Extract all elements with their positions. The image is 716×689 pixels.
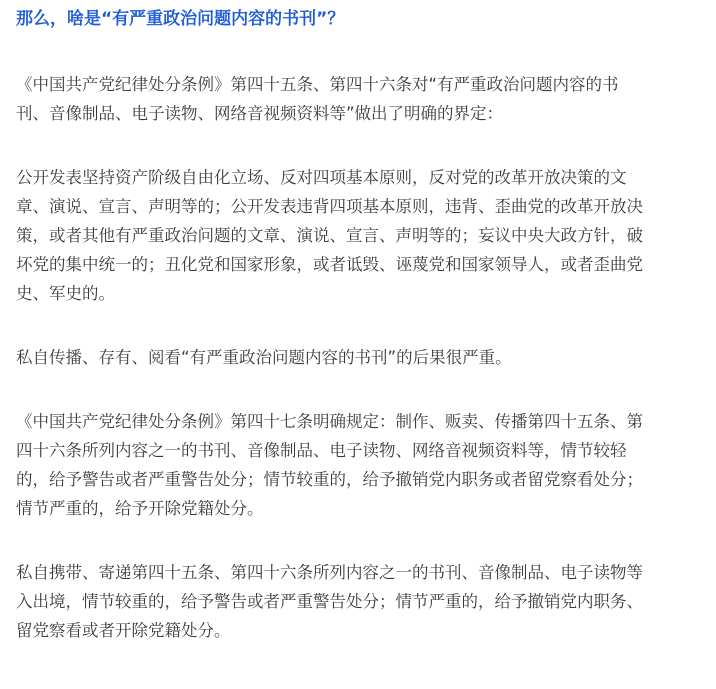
paragraph-border-carry [16, 558, 700, 645]
text-line: 《中国共产党纪律处分条例》第四十五条、第四十六条对“有严重政治问题内容的书 [16, 75, 619, 94]
text-line: 公开发表坚持资产阶级自由化立场、反对四项基本原则，反对党的改革开放决策的文 [16, 168, 627, 187]
spacer [16, 308, 700, 343]
text-line: 四十六条所列内容之一的书刊、音像制品、电子读物、网络音视频资料等，情节较轻 [16, 441, 627, 460]
text-line: 《中国共产党纪律处分条例》第四十七条明确规定：制作、贩卖、传播第四十五条、第 [16, 412, 643, 431]
text-line: 策，或者其他有严重政治问题的文章、演说、宣言、声明等的；妄议中央大政方针，破 [16, 226, 643, 245]
paragraph-definition-detail [16, 163, 700, 308]
paragraph-article-47 [16, 407, 700, 523]
spacer [16, 32, 700, 70]
spacer [16, 128, 700, 163]
text-line: 入出境，情节较重的，给予警告或者严重警告处分；情节严重的，给予撤销党内职务、 [16, 592, 643, 611]
text-line: 私自携带、寄递第四十五条、第四十六条所列内容之一的书刊、音像制品、电子读物等 [16, 563, 643, 582]
text-line: 章、演说、宣言、声明等的；公开发表违背四项基本原则，违背、歪曲党的改革开放决 [16, 197, 643, 216]
text-line: 史、军史的。 [16, 284, 115, 303]
text-line: 留党察看或者开除党籍处分。 [16, 621, 231, 640]
text-line: 情节严重的，给予开除党籍处分。 [16, 499, 264, 518]
article-heading: 那么，啥是“有严重政治问题内容的书刊”？ [16, 9, 345, 29]
paragraph-consequence-summary [16, 343, 700, 372]
text-line: 的，给予警告或者严重警告处分；情节较重的，给予撤销党内职务或者留党察看处分； [16, 470, 643, 489]
spacer [16, 372, 700, 407]
text-line: 坏党的集中统一的；丑化党和国家形象，或者诋毁、诬蔑党和国家领导人，或者歪曲党 [16, 255, 643, 274]
text-line: 刊、音像制品、电子读物、网络音视频资料等”做出了明确的界定： [16, 104, 504, 123]
spacer [16, 523, 700, 558]
text-line: 私自传播、存有、阅看“有严重政治问题内容的书刊”的后果很严重。 [16, 348, 512, 367]
paragraph-definition-intro [16, 70, 700, 128]
